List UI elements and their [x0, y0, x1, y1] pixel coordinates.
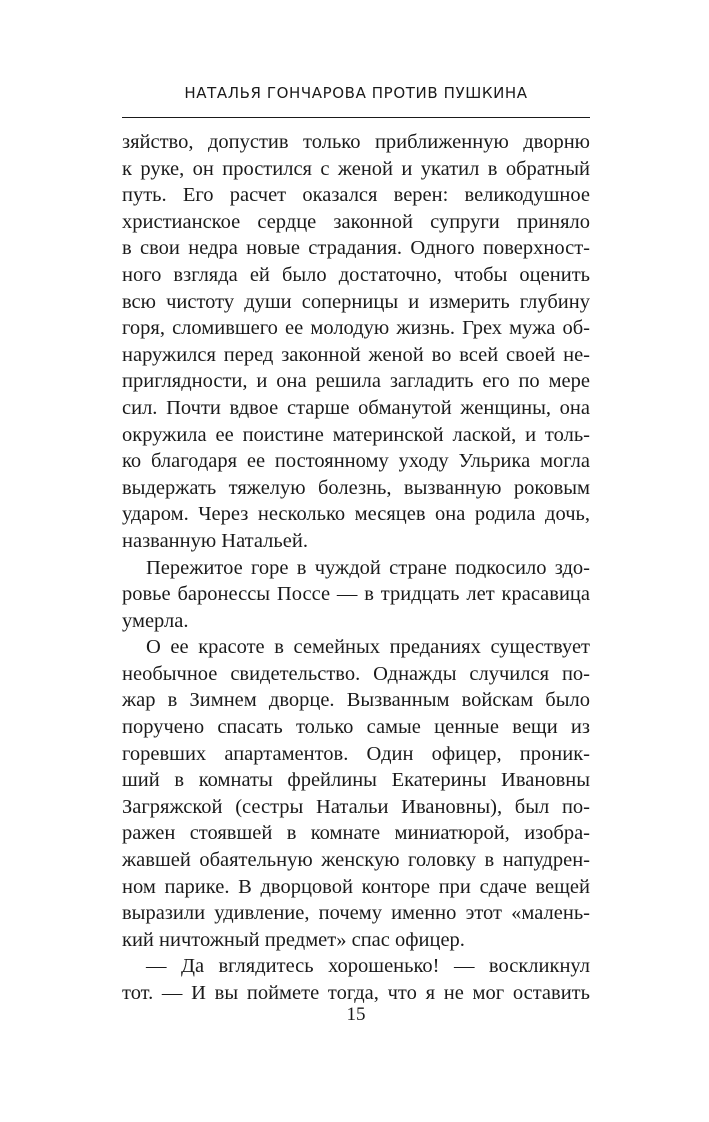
text-line: выразили удивление, почему именно этот «малень-	[122, 902, 590, 925]
header-rule	[122, 117, 590, 118]
text-line: названную Натальей.	[122, 529, 308, 552]
text-line: Загряжской (сестры Натальи Ивановны), был по-	[122, 795, 590, 818]
text-line: путь. Его расчет оказался верен: великодушное	[122, 184, 590, 207]
text-line: О ее красоте в семейных преданиях существует	[146, 636, 590, 659]
main-text	[122, 129, 590, 1007]
text-line: выдержать тяжелую болезнь, вызванную роковым	[122, 476, 590, 499]
text-line: поручено спасать только самые ценные вещи из	[122, 716, 590, 739]
text-line: ший в комнаты фрейлины Екатерины Ивановны	[122, 769, 590, 792]
text-line: наружился перед законной женой во всей своей не-	[122, 343, 590, 366]
text-line: жавшей обаятельную женскую головку в напудрен-	[122, 849, 590, 872]
text-line: ражен стоявшей в комнате миниатюрой, изобра-	[122, 822, 590, 845]
page-number: 15	[346, 1004, 366, 1025]
text-line: жар в Зимнем дворце. Вызванным войскам было	[122, 689, 590, 712]
text-line: христианское сердце законной супруги приняло	[122, 210, 590, 233]
text-line: Пережитое горе в чуждой стране подкосило здо-	[146, 556, 590, 579]
text-line: — Да вглядитесь хорошенько! — воскликнул	[146, 955, 590, 978]
text-line: всю чистоту души соперницы и измерить глубину	[122, 290, 590, 313]
text-line: ровье баронессы Поссе — в тридцать лет красавица	[122, 583, 590, 606]
text-line: тот. — И вы поймете тогда, что я не мог оставить	[122, 982, 590, 1004]
text-line: ко благодаря ее постоянному уходу Ульрика могла	[122, 450, 590, 473]
text-line: необычное свидетельство. Однажды случился по-	[122, 662, 590, 685]
text-line: сил. Почти вдвое старше обманутой женщины, она	[122, 396, 590, 419]
text-line: к руке, он простился с женой и укатил в обратный	[122, 157, 590, 180]
text-line: умерла.	[122, 609, 189, 632]
text-line: кий ничтожный предмет» спас офицер.	[122, 928, 465, 951]
text-line: зяйство, допустив только приближенную дворню	[122, 131, 590, 153]
text-line: в свои недра новые страдания. Одного поверхност-	[122, 237, 590, 260]
text-line: ударом. Через несколько месяцев она родила дочь,	[122, 503, 590, 526]
running-title: НАТАЛЬЯ ГОНЧАРОВА ПРОТИВ ПУШКИНА	[184, 84, 528, 102]
text-line: окружила ее поистине материнской лаской, и толь-	[122, 423, 590, 446]
text-line: ном парике. В дворцовой конторе при сдаче вещей	[122, 875, 590, 898]
text-line: горевших апартаментов. Один офицер, проник-	[122, 742, 590, 765]
text-line: ного взгляда ей было достаточно, чтобы оценить	[122, 263, 590, 286]
text-line: приглядности, и она решила загладить его по мере	[122, 370, 590, 393]
text-line: горя, сломившего ее молодую жизнь. Грех мужа об-	[122, 317, 590, 340]
